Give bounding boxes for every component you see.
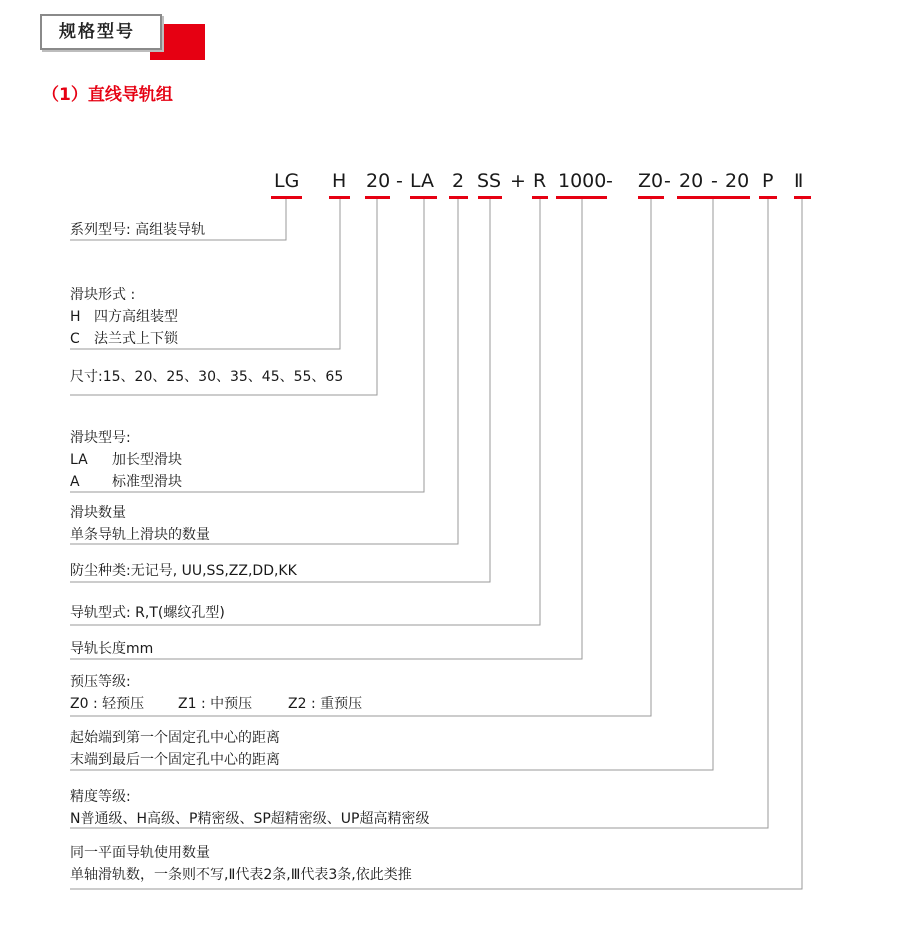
desc-dust-text: 防尘种类:无记号, UU,SS,ZZ,DD,KK: [70, 563, 297, 579]
section-title: 规格型号: [40, 14, 162, 50]
code-dash3: -: [664, 170, 671, 192]
underline-r: [532, 196, 548, 199]
code-dash4: -: [711, 170, 718, 192]
desc-block-type-la: [70, 449, 182, 471]
desc-rail-length: [70, 638, 153, 660]
desc-block-form-c: [70, 328, 178, 350]
desc-block-qty-line1: 滑块数量: [70, 505, 126, 521]
desc-end-distance-line2: 末端到最后一个固定孔中心的距离: [70, 752, 280, 768]
code-lg: LG: [274, 170, 300, 192]
desc-series: [70, 219, 205, 241]
desc-accuracy-title: 精度等级:: [70, 789, 131, 805]
code-length: 1000: [558, 170, 607, 192]
desc-series-text: 系列型号: 高组装导轨: [70, 222, 206, 238]
code-ss: SS: [477, 170, 502, 192]
desc-dust: [70, 560, 297, 582]
underline-z0: [638, 196, 664, 199]
desc-preload-title: 预压等级:: [70, 674, 131, 690]
desc-block-form: [70, 284, 178, 350]
desc-rail-count-line2: 单轴滑轨数，一条则不写,Ⅱ代表2条,Ⅲ代表3条,依此类推: [70, 867, 412, 883]
desc-block-qty-line2: 单条导轨上滑块的数量: [70, 527, 210, 543]
subtitle: （1）直线导轨组: [42, 85, 173, 105]
desc-preload-values: [70, 693, 362, 715]
desc-rail-count: [70, 842, 412, 886]
code-h: H: [332, 170, 347, 192]
preload-z1: Z1 : 中预压: [178, 696, 253, 712]
desc-end-distance: [70, 727, 280, 771]
desc-accuracy: [70, 786, 429, 830]
desc-block-form-h: [70, 306, 178, 328]
underline-ii: [794, 196, 811, 199]
desc-rail-type-text: 导轨型式: R,T(螺纹孔型): [70, 605, 225, 621]
desc-text: 加长型滑块: [112, 452, 182, 468]
code-qty: 2: [452, 170, 465, 192]
desc-block-qty: [70, 502, 210, 546]
desc-end-distance-line1: 起始端到第一个固定孔中心的距离: [70, 730, 280, 746]
desc-rail-count-line1: 同一平面导轨使用数量: [70, 845, 210, 861]
code-ii: Ⅱ: [794, 170, 804, 192]
desc-text: 标准型滑块: [112, 474, 182, 490]
desc-accuracy-line: N普通级、H高级、P精密级、SP超精密级、UP超高精密级: [70, 811, 430, 827]
code-dash1: -: [396, 170, 403, 192]
preload-z2: Z2 : 重预压: [288, 696, 363, 712]
code-z0: Z0: [638, 170, 664, 192]
desc-block-type-a: [70, 471, 182, 493]
desc-text: 法兰式上下锁: [94, 331, 178, 347]
underline-lg: [271, 196, 302, 199]
desc-text: 四方高组装型: [94, 309, 178, 325]
code-label: C: [70, 331, 80, 347]
underline-h: [329, 196, 350, 199]
desc-size-text: 尺寸:15、20、25、30、35、45、55、65: [70, 369, 344, 385]
code-r: R: [533, 170, 547, 192]
underline-la: [410, 196, 437, 199]
code-label: LA: [70, 452, 88, 468]
code-label: A: [70, 474, 80, 490]
code-la: LA: [410, 170, 435, 192]
underline-p: [759, 196, 777, 199]
desc-block-form-title: 滑块形式 :: [70, 287, 136, 303]
code-p: P: [762, 170, 774, 192]
preload-z0: Z0 : 轻预压: [70, 696, 145, 712]
code-plus: +: [510, 170, 526, 192]
underline-ss: [478, 196, 502, 199]
code-dash2: -: [606, 170, 613, 192]
underline-length: [556, 196, 607, 199]
desc-preload: [70, 671, 362, 715]
desc-block-type: [70, 427, 182, 493]
underline-size: [365, 196, 390, 199]
desc-block-type-title: 滑块型号:: [70, 430, 131, 446]
code-start: 20: [679, 170, 704, 192]
underline-start-end: [677, 196, 750, 199]
desc-size: [70, 366, 343, 388]
code-size: 20: [366, 170, 391, 192]
code-end: 20: [725, 170, 750, 192]
code-label: H: [70, 309, 81, 325]
desc-rail-length-text: 导轨长度mm: [70, 641, 154, 657]
desc-rail-type: [70, 602, 225, 624]
underline-qty: [449, 196, 468, 199]
